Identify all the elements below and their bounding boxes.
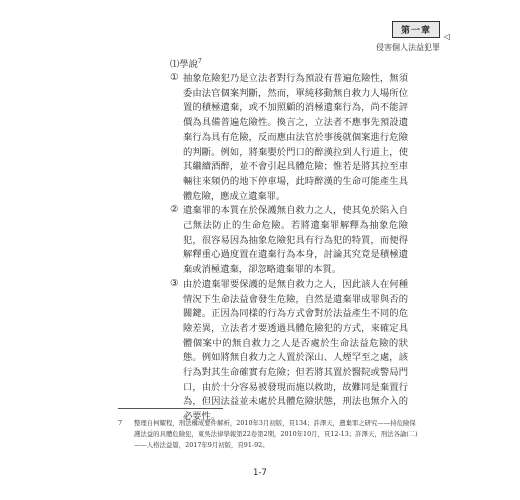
section-heading-text: ⑴學說 xyxy=(170,59,198,70)
page-number: 1-7 xyxy=(253,468,267,478)
list-item xyxy=(170,278,408,425)
footnote-text: 整理自柯耀程，刑法構成要件解析，2010年3月初版，頁134；許澤天，遺棄罪之研究——持危險保護法益的具體危險犯，東吳法律學報第22卷第2期，2010年10月，頁12-13；許澤天，刑法各論(二)——人格法益篇，2017年9月初版，頁91-92。 xyxy=(134,419,418,449)
footnote xyxy=(118,418,418,451)
main-content xyxy=(170,56,408,425)
item-text: 抽象危險犯乃是立法者對行為預設有普遍危險性，無須委由法官個案判斷，然而，單純移動無自救力人場所位置的積極遺棄，或不加照顧的消極遺棄行為，尚不能評價為具備普遍危險性。換言之，立法者不應事先預設遺棄行為具有危險，反而應由法官於事後就個案進行危險的判斷。例如，將棄嬰於門口的醉漢拉到人行道上，使其繼續酒醉，並不會引起具體危險；惟若是將其拉至車輛往來頻仍的地下停車場，此時醉漢的生命可能產生具體危險，應成立遺棄罪。 xyxy=(183,73,408,202)
header-marker: ◁ xyxy=(443,32,450,41)
footnote-divider xyxy=(118,408,223,409)
item-number: ③ xyxy=(170,277,179,289)
running-header xyxy=(376,18,450,53)
chapter-label: 第一章 xyxy=(392,21,440,38)
item-text: 由於遺棄罪要保護的是無自救力之人，因此該人在何種情況下生命法益會發生危險，自然是遺棄罪成罪與否的關鍵。正因為同樣的行為方式會對於法益產生不同的危險差異，立法者才要透過具體危險犯的方式，來確定具體個案中的無自救力之人是否處於生命法益危險的狀態。例如將無自救力之人置於深山、人煙罕至之處，該行為對其生命確實有危險；但若將其置於醫院或警局門口，由於十分容易被發現而施以救助，故難同是棄置行為，但因法益並未處於具體危險狀態，刑法也無介入的必要性。 xyxy=(183,278,408,423)
footnote-reference: 7 xyxy=(197,57,202,65)
section-heading xyxy=(170,56,408,70)
item-text: 遺棄罪的本質在於保護無自救力之人，使其免於陷入自己無法防止的生命危險。若將遺棄罪解釋為抽象危險犯，很容易因為抽象危險犯具有行為犯的特質，而便得解釋重心過度置在遺棄行為本身，討論其究竟是積極遺棄或消極遺棄，卻忽略遺棄罪的本質。 xyxy=(183,205,408,276)
item-number: ① xyxy=(170,72,179,83)
list-item xyxy=(170,72,408,204)
item-number: ② xyxy=(170,204,179,216)
chapter-subtitle: 侵害個人法益犯罪 xyxy=(376,43,440,52)
footnote-number: 7 xyxy=(118,419,123,427)
list-item xyxy=(170,204,408,278)
